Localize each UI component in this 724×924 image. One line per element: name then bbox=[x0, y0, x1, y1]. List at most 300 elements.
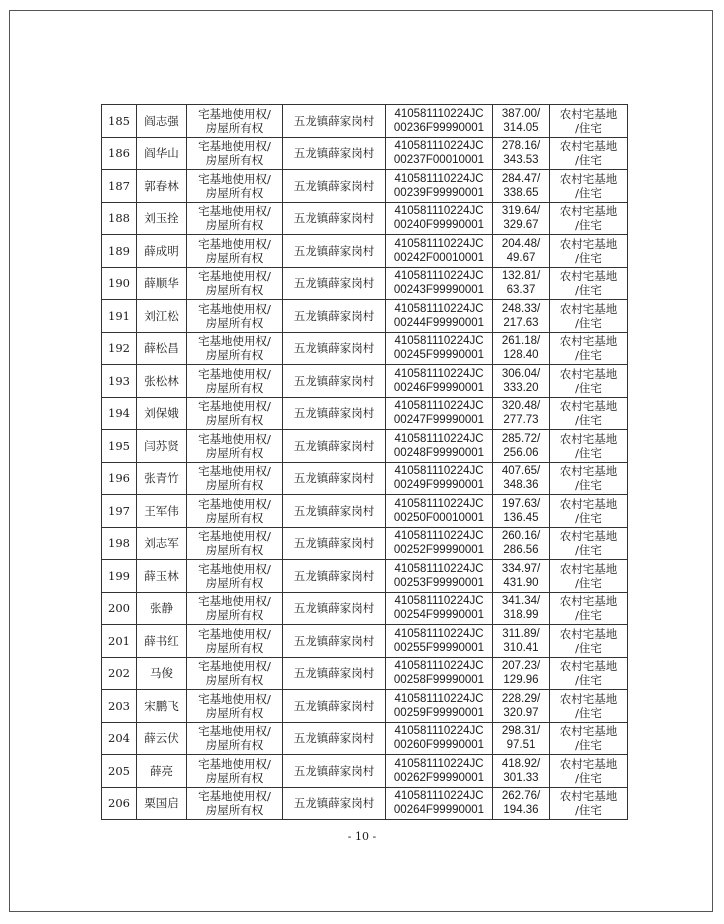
property-code-cell-line: 410581110224JC bbox=[394, 400, 484, 413]
property-code-cell-line: 410581110224JC bbox=[394, 725, 484, 738]
right-type-cell bbox=[187, 592, 283, 625]
area-cell-line: 132.81/ bbox=[501, 270, 541, 283]
property-code-cell bbox=[386, 365, 493, 398]
property-code-cell bbox=[386, 300, 493, 333]
area-cell-line: 341.34/ bbox=[501, 595, 541, 608]
table-row bbox=[102, 430, 628, 463]
property-code-cell-line: 00258F99990001 bbox=[393, 674, 485, 687]
property-code-cell bbox=[386, 592, 493, 625]
location-cell: 五龙镇薛家岗村 bbox=[283, 267, 386, 300]
table-row bbox=[102, 300, 628, 333]
right-type-cell-line: 宅基地使用权/ bbox=[198, 139, 271, 154]
area-cell-line: 256.06 bbox=[503, 446, 539, 459]
right-type-cell-line: 房屋所有权 bbox=[205, 250, 264, 265]
property-code-cell-line: 410581110224JC bbox=[394, 595, 484, 608]
owner-name-cell: 薛成明 bbox=[137, 235, 187, 268]
area-cell-line: 207.23/ bbox=[501, 660, 541, 673]
property-code-cell bbox=[386, 755, 493, 788]
row-number-cell: 206 bbox=[102, 787, 137, 820]
property-code-cell-line: 00260F99990001 bbox=[393, 739, 485, 752]
right-type-cell-line: 宅基地使用权/ bbox=[198, 236, 271, 251]
right-type-cell-line: 宅基地使用权/ bbox=[198, 626, 271, 641]
right-type-cell bbox=[187, 462, 283, 495]
usage-cell-line: 农村宅基地 bbox=[559, 431, 618, 446]
property-code-cell-line: 00255F99990001 bbox=[393, 641, 485, 654]
usage-cell-line: /住宅 bbox=[575, 478, 602, 493]
right-type-cell-line: 房屋所有权 bbox=[205, 445, 264, 460]
area-cell-line: 333.20 bbox=[503, 381, 539, 394]
right-type-cell bbox=[187, 332, 283, 365]
right-type-cell-line: 房屋所有权 bbox=[205, 608, 264, 623]
registry-table bbox=[101, 104, 628, 820]
row-number-cell: 195 bbox=[102, 430, 137, 463]
usage-cell bbox=[550, 787, 628, 820]
area-cell-line: 129.96 bbox=[503, 674, 539, 687]
table-row bbox=[102, 137, 628, 170]
property-code-cell-line: 410581110224JC bbox=[394, 562, 484, 575]
owner-name-cell: 薛书红 bbox=[137, 625, 187, 658]
right-type-cell-line: 宅基地使用权/ bbox=[198, 204, 271, 219]
area-cell bbox=[493, 365, 550, 398]
area-cell-line: 63.37 bbox=[506, 284, 536, 297]
owner-name-cell: 刘保娥 bbox=[137, 397, 187, 430]
right-type-cell bbox=[187, 787, 283, 820]
property-code-cell bbox=[386, 690, 493, 723]
table-row bbox=[102, 365, 628, 398]
registry-body bbox=[102, 105, 628, 820]
owner-name-cell: 王军伟 bbox=[137, 495, 187, 528]
property-code-cell-line: 410581110224JC bbox=[394, 660, 484, 673]
right-type-cell-line: 宅基地使用权/ bbox=[198, 496, 271, 511]
location-cell: 五龙镇薛家岗村 bbox=[283, 202, 386, 235]
usage-cell bbox=[550, 300, 628, 333]
usage-cell-line: 农村宅基地 bbox=[559, 789, 618, 804]
owner-name-cell: 阎志强 bbox=[137, 105, 187, 138]
property-code-cell-line: 410581110224JC bbox=[394, 432, 484, 445]
property-code-cell-line: 00237F00010001 bbox=[393, 154, 485, 167]
area-cell-line: 418.92/ bbox=[501, 757, 541, 770]
property-code-cell-line: 410581110224JC bbox=[394, 335, 484, 348]
area-cell-line: 285.72/ bbox=[501, 432, 541, 445]
usage-cell bbox=[550, 137, 628, 170]
right-type-cell-line: 房屋所有权 bbox=[205, 153, 264, 168]
area-cell-line: 277.73 bbox=[503, 414, 539, 427]
usage-cell-line: 农村宅基地 bbox=[559, 496, 618, 511]
usage-cell bbox=[550, 690, 628, 723]
property-code-cell-line: 00247F99990001 bbox=[393, 414, 485, 427]
row-number-cell: 186 bbox=[102, 137, 137, 170]
right-type-cell-line: 房屋所有权 bbox=[205, 705, 264, 720]
right-type-cell-line: 宅基地使用权/ bbox=[198, 659, 271, 674]
property-code-cell bbox=[386, 462, 493, 495]
usage-cell bbox=[550, 755, 628, 788]
area-cell-line: 320.97 bbox=[503, 706, 539, 719]
right-type-cell-line: 房屋所有权 bbox=[205, 315, 264, 330]
row-number-cell: 205 bbox=[102, 755, 137, 788]
area-cell-line: 260.16/ bbox=[501, 530, 541, 543]
location-cell: 五龙镇薛家岗村 bbox=[283, 105, 386, 138]
property-code-cell-line: 00245F99990001 bbox=[393, 349, 485, 362]
area-cell-line: 286.56 bbox=[503, 544, 539, 557]
owner-name-cell: 刘志军 bbox=[137, 527, 187, 560]
property-code-cell-line: 00249F99990001 bbox=[393, 479, 485, 492]
row-number-cell: 199 bbox=[102, 560, 137, 593]
right-type-cell bbox=[187, 560, 283, 593]
right-type-cell-line: 宅基地使用权/ bbox=[198, 301, 271, 316]
area-cell bbox=[493, 560, 550, 593]
usage-cell bbox=[550, 332, 628, 365]
owner-name-cell: 张青竹 bbox=[137, 462, 187, 495]
right-type-cell bbox=[187, 690, 283, 723]
area-cell-line: 194.36 bbox=[503, 804, 539, 817]
property-code-cell-line: 410581110224JC bbox=[394, 140, 484, 153]
right-type-cell-line: 房屋所有权 bbox=[205, 380, 264, 395]
property-code-cell-line: 410581110224JC bbox=[394, 465, 484, 478]
usage-cell bbox=[550, 560, 628, 593]
row-number-cell: 204 bbox=[102, 722, 137, 755]
right-type-cell-line: 宅基地使用权/ bbox=[198, 561, 271, 576]
usage-cell-line: 农村宅基地 bbox=[559, 334, 618, 349]
table-row bbox=[102, 397, 628, 430]
usage-cell-line: 农村宅基地 bbox=[559, 756, 618, 771]
usage-cell-line: 农村宅基地 bbox=[559, 626, 618, 641]
table-row bbox=[102, 625, 628, 658]
right-type-cell-line: 房屋所有权 bbox=[205, 575, 264, 590]
area-cell bbox=[493, 657, 550, 690]
location-cell: 五龙镇薛家岗村 bbox=[283, 397, 386, 430]
owner-name-cell: 薛顺华 bbox=[137, 267, 187, 300]
right-type-cell-line: 宅基地使用权/ bbox=[198, 366, 271, 381]
area-cell-line: 318.99 bbox=[503, 609, 539, 622]
property-code-cell-line: 410581110224JC bbox=[394, 237, 484, 250]
property-code-cell-line: 410581110224JC bbox=[394, 627, 484, 640]
right-type-cell-line: 房屋所有权 bbox=[205, 185, 264, 200]
area-cell bbox=[493, 332, 550, 365]
right-type-cell-line: 房屋所有权 bbox=[205, 413, 264, 428]
location-cell: 五龙镇薛家岗村 bbox=[283, 722, 386, 755]
area-cell-line: 387.00/ bbox=[501, 107, 541, 120]
table-row bbox=[102, 755, 628, 788]
property-code-cell-line: 00264F99990001 bbox=[393, 804, 485, 817]
area-cell bbox=[493, 787, 550, 820]
property-code-cell bbox=[386, 137, 493, 170]
usage-cell-line: 农村宅基地 bbox=[559, 399, 618, 414]
right-type-cell bbox=[187, 657, 283, 690]
usage-cell bbox=[550, 527, 628, 560]
right-type-cell-line: 宅基地使用权/ bbox=[198, 529, 271, 544]
property-code-cell bbox=[386, 202, 493, 235]
right-type-cell bbox=[187, 137, 283, 170]
area-cell-line: 261.18/ bbox=[501, 335, 541, 348]
usage-cell-line: /住宅 bbox=[575, 543, 602, 558]
right-type-cell-line: 宅基地使用权/ bbox=[198, 399, 271, 414]
property-code-cell bbox=[386, 625, 493, 658]
location-cell: 五龙镇薛家岗村 bbox=[283, 300, 386, 333]
area-cell bbox=[493, 625, 550, 658]
right-type-cell-line: 房屋所有权 bbox=[205, 803, 264, 818]
usage-cell bbox=[550, 430, 628, 463]
owner-name-cell: 阎华山 bbox=[137, 137, 187, 170]
table-row bbox=[102, 267, 628, 300]
property-code-cell bbox=[386, 560, 493, 593]
usage-cell-line: /住宅 bbox=[575, 185, 602, 200]
right-type-cell bbox=[187, 105, 283, 138]
right-type-cell-line: 房屋所有权 bbox=[205, 348, 264, 363]
area-cell-line: 338.65 bbox=[503, 186, 539, 199]
row-number-cell: 198 bbox=[102, 527, 137, 560]
table-row bbox=[102, 657, 628, 690]
property-code-cell-line: 410581110224JC bbox=[394, 367, 484, 380]
row-number-cell: 185 bbox=[102, 105, 137, 138]
row-number-cell: 193 bbox=[102, 365, 137, 398]
row-number-cell: 187 bbox=[102, 170, 137, 203]
location-cell: 五龙镇薛家岗村 bbox=[283, 332, 386, 365]
owner-name-cell: 张松林 bbox=[137, 365, 187, 398]
location-cell: 五龙镇薛家岗村 bbox=[283, 560, 386, 593]
property-code-cell-line: 410581110224JC bbox=[394, 497, 484, 510]
location-cell: 五龙镇薛家岗村 bbox=[283, 137, 386, 170]
area-cell bbox=[493, 202, 550, 235]
usage-cell-line: /住宅 bbox=[575, 705, 602, 720]
row-number-cell: 201 bbox=[102, 625, 137, 658]
usage-cell-line: 农村宅基地 bbox=[559, 659, 618, 674]
owner-name-cell: 闫苏贤 bbox=[137, 430, 187, 463]
area-cell-line: 334.97/ bbox=[501, 562, 541, 575]
owner-name-cell: 宋鹏飞 bbox=[137, 690, 187, 723]
property-code-cell-line: 00252F99990001 bbox=[393, 544, 485, 557]
property-code-cell bbox=[386, 495, 493, 528]
owner-name-cell: 薛云伏 bbox=[137, 722, 187, 755]
usage-cell-line: 农村宅基地 bbox=[559, 204, 618, 219]
table-row bbox=[102, 722, 628, 755]
usage-cell-line: /住宅 bbox=[575, 738, 602, 753]
right-type-cell bbox=[187, 300, 283, 333]
usage-cell-line: /住宅 bbox=[575, 380, 602, 395]
right-type-cell bbox=[187, 722, 283, 755]
usage-cell-line: /住宅 bbox=[575, 218, 602, 233]
row-number-cell: 202 bbox=[102, 657, 137, 690]
area-cell bbox=[493, 267, 550, 300]
right-type-cell-line: 宅基地使用权/ bbox=[198, 334, 271, 349]
row-number-cell: 188 bbox=[102, 202, 137, 235]
right-type-cell bbox=[187, 397, 283, 430]
area-cell-line: 204.48/ bbox=[501, 237, 541, 250]
row-number-cell: 203 bbox=[102, 690, 137, 723]
usage-cell bbox=[550, 657, 628, 690]
owner-name-cell: 薛松昌 bbox=[137, 332, 187, 365]
property-code-cell-line: 410581110224JC bbox=[394, 205, 484, 218]
right-type-cell-line: 房屋所有权 bbox=[205, 543, 264, 558]
row-number-cell: 190 bbox=[102, 267, 137, 300]
usage-cell-line: /住宅 bbox=[575, 803, 602, 818]
property-code-cell-line: 00240F99990001 bbox=[393, 219, 485, 232]
area-cell-line: 431.90 bbox=[503, 576, 539, 589]
area-cell bbox=[493, 397, 550, 430]
table-row bbox=[102, 170, 628, 203]
owner-name-cell: 刘玉拴 bbox=[137, 202, 187, 235]
right-type-cell-line: 宅基地使用权/ bbox=[198, 431, 271, 446]
area-cell bbox=[493, 462, 550, 495]
usage-cell bbox=[550, 495, 628, 528]
right-type-cell-line: 宅基地使用权/ bbox=[198, 594, 271, 609]
page-number: - 10 - bbox=[347, 830, 377, 843]
property-code-cell-line: 00262F99990001 bbox=[393, 771, 485, 784]
usage-cell-line: /住宅 bbox=[575, 575, 602, 590]
row-number-cell: 197 bbox=[102, 495, 137, 528]
usage-cell-line: 农村宅基地 bbox=[559, 594, 618, 609]
usage-cell bbox=[550, 170, 628, 203]
area-cell-line: 343.53 bbox=[503, 154, 539, 167]
usage-cell-line: /住宅 bbox=[575, 348, 602, 363]
area-cell bbox=[493, 592, 550, 625]
area-cell bbox=[493, 495, 550, 528]
property-code-cell-line: 410581110224JC bbox=[394, 302, 484, 315]
property-code-cell bbox=[386, 397, 493, 430]
right-type-cell bbox=[187, 430, 283, 463]
right-type-cell-line: 宅基地使用权/ bbox=[198, 789, 271, 804]
property-code-cell-line: 00243F99990001 bbox=[393, 284, 485, 297]
right-type-cell-line: 房屋所有权 bbox=[205, 738, 264, 753]
table-row bbox=[102, 690, 628, 723]
usage-cell-line: 农村宅基地 bbox=[559, 269, 618, 284]
table-row bbox=[102, 462, 628, 495]
usage-cell-line: /住宅 bbox=[575, 283, 602, 298]
owner-name-cell: 张静 bbox=[137, 592, 187, 625]
row-number-cell: 200 bbox=[102, 592, 137, 625]
property-code-cell bbox=[386, 235, 493, 268]
area-cell-line: 284.47/ bbox=[501, 172, 541, 185]
usage-cell-line: 农村宅基地 bbox=[559, 171, 618, 186]
row-number-cell: 196 bbox=[102, 462, 137, 495]
area-cell bbox=[493, 430, 550, 463]
right-type-cell-line: 宅基地使用权/ bbox=[198, 724, 271, 739]
area-cell-line: 49.67 bbox=[506, 251, 536, 264]
area-cell bbox=[493, 300, 550, 333]
area-cell-line: 97.51 bbox=[506, 739, 536, 752]
area-cell-line: 407.65/ bbox=[501, 465, 541, 478]
right-type-cell bbox=[187, 495, 283, 528]
property-code-cell-line: 410581110224JC bbox=[394, 530, 484, 543]
location-cell: 五龙镇薛家岗村 bbox=[283, 755, 386, 788]
property-code-cell-line: 410581110224JC bbox=[394, 270, 484, 283]
right-type-cell-line: 房屋所有权 bbox=[205, 283, 264, 298]
usage-cell-line: /住宅 bbox=[575, 608, 602, 623]
usage-cell-line: 农村宅基地 bbox=[559, 106, 618, 121]
area-cell-line: 348.36 bbox=[503, 479, 539, 492]
usage-cell bbox=[550, 397, 628, 430]
area-cell-line: 298.31/ bbox=[501, 725, 541, 738]
property-code-cell bbox=[386, 105, 493, 138]
area-cell-line: 278.16/ bbox=[501, 140, 541, 153]
usage-cell-line: /住宅 bbox=[575, 120, 602, 135]
usage-cell bbox=[550, 625, 628, 658]
right-type-cell bbox=[187, 625, 283, 658]
right-type-cell-line: 房屋所有权 bbox=[205, 510, 264, 525]
area-cell-line: 311.89/ bbox=[502, 627, 540, 640]
usage-cell-line: 农村宅基地 bbox=[559, 366, 618, 381]
location-cell: 五龙镇薛家岗村 bbox=[283, 527, 386, 560]
right-type-cell-line: 房屋所有权 bbox=[205, 218, 264, 233]
table-row bbox=[102, 560, 628, 593]
owner-name-cell: 郭春林 bbox=[137, 170, 187, 203]
area-cell bbox=[493, 690, 550, 723]
usage-cell-line: 农村宅基地 bbox=[559, 691, 618, 706]
usage-cell-line: 农村宅基地 bbox=[559, 236, 618, 251]
area-cell bbox=[493, 235, 550, 268]
area-cell-line: 217.63 bbox=[503, 316, 539, 329]
right-type-cell-line: 宅基地使用权/ bbox=[198, 106, 271, 121]
area-cell-line: 301.33 bbox=[503, 771, 539, 784]
location-cell: 五龙镇薛家岗村 bbox=[283, 430, 386, 463]
usage-cell-line: /住宅 bbox=[575, 250, 602, 265]
area-cell-line: 314.05 bbox=[503, 121, 539, 134]
right-type-cell bbox=[187, 202, 283, 235]
area-cell-line: 136.45 bbox=[503, 511, 539, 524]
table-row bbox=[102, 787, 628, 820]
property-code-cell-line: 00259F99990001 bbox=[393, 706, 485, 719]
table-row bbox=[102, 527, 628, 560]
area-cell bbox=[493, 170, 550, 203]
right-type-cell-line: 房屋所有权 bbox=[205, 640, 264, 655]
right-type-cell bbox=[187, 170, 283, 203]
right-type-cell-line: 房屋所有权 bbox=[205, 478, 264, 493]
usage-cell-line: 农村宅基地 bbox=[559, 561, 618, 576]
location-cell: 五龙镇薛家岗村 bbox=[283, 170, 386, 203]
property-code-cell-line: 00242F00010001 bbox=[393, 251, 485, 264]
property-code-cell-line: 410581110224JC bbox=[394, 172, 484, 185]
table-row bbox=[102, 202, 628, 235]
location-cell: 五龙镇薛家岗村 bbox=[283, 235, 386, 268]
area-cell-line: 310.41 bbox=[503, 641, 539, 654]
property-code-cell bbox=[386, 332, 493, 365]
property-code-cell-line: 410581110224JC bbox=[394, 107, 484, 120]
property-code-cell-line: 00253F99990001 bbox=[393, 576, 485, 589]
usage-cell bbox=[550, 365, 628, 398]
area-cell bbox=[493, 105, 550, 138]
usage-cell-line: 农村宅基地 bbox=[559, 464, 618, 479]
property-code-cell-line: 410581110224JC bbox=[394, 757, 484, 770]
owner-name-cell: 栗国启 bbox=[137, 787, 187, 820]
property-code-cell bbox=[386, 722, 493, 755]
usage-cell bbox=[550, 267, 628, 300]
usage-cell-line: /住宅 bbox=[575, 413, 602, 428]
property-code-cell-line: 00248F99990001 bbox=[393, 446, 485, 459]
table-row bbox=[102, 235, 628, 268]
location-cell: 五龙镇薛家岗村 bbox=[283, 787, 386, 820]
location-cell: 五龙镇薛家岗村 bbox=[283, 365, 386, 398]
property-code-cell-line: 00244F99990001 bbox=[393, 316, 485, 329]
right-type-cell bbox=[187, 235, 283, 268]
right-type-cell-line: 房屋所有权 bbox=[205, 770, 264, 785]
property-code-cell-line: 410581110224JC bbox=[394, 790, 484, 803]
property-code-cell-line: 00254F99990001 bbox=[393, 609, 485, 622]
area-cell-line: 306.04/ bbox=[501, 367, 541, 380]
row-number-cell: 194 bbox=[102, 397, 137, 430]
area-cell-line: 197.63/ bbox=[501, 497, 541, 510]
usage-cell-line: /住宅 bbox=[575, 445, 602, 460]
property-code-cell-line: 00246F99990001 bbox=[393, 381, 485, 394]
property-code-cell-line: 410581110224JC bbox=[394, 692, 484, 705]
property-code-cell bbox=[386, 657, 493, 690]
area-cell bbox=[493, 137, 550, 170]
area-cell-line: 320.48/ bbox=[501, 400, 541, 413]
location-cell: 五龙镇薛家岗村 bbox=[283, 625, 386, 658]
usage-cell-line: /住宅 bbox=[575, 153, 602, 168]
right-type-cell-line: 宅基地使用权/ bbox=[198, 464, 271, 479]
owner-name-cell: 马俊 bbox=[137, 657, 187, 690]
owner-name-cell: 薛亮 bbox=[137, 755, 187, 788]
right-type-cell bbox=[187, 527, 283, 560]
